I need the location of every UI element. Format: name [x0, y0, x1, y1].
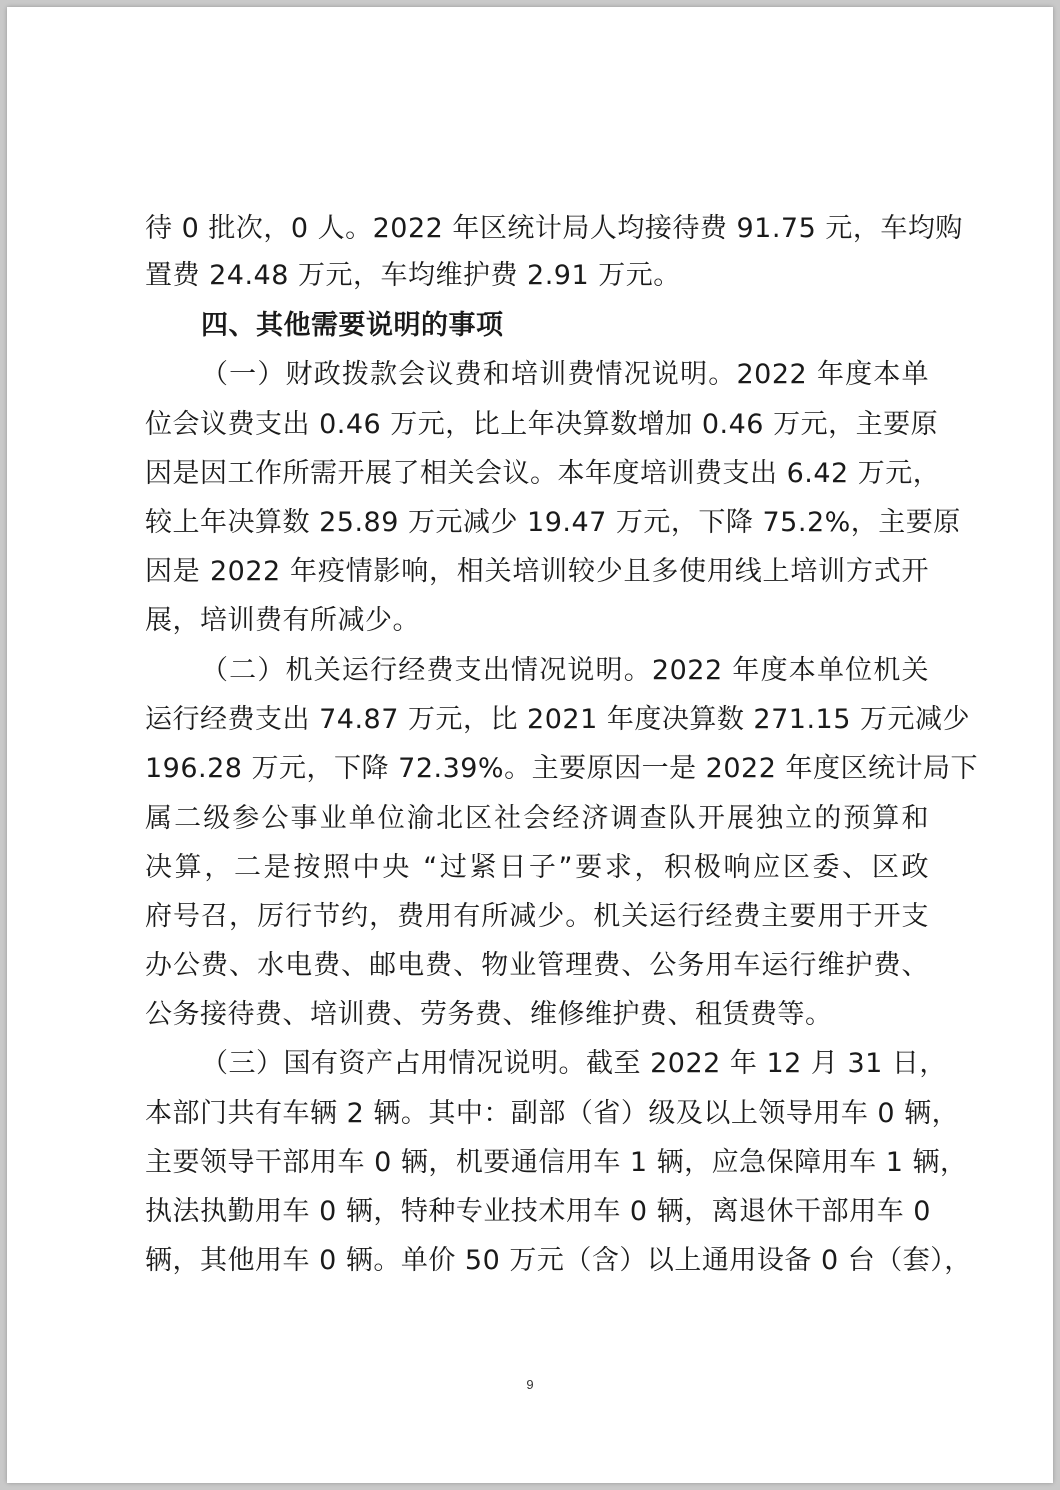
- text-line-16: 办公费、水电费、邮电费、物业管理费、公务用车运行维护费、: [145, 950, 929, 981]
- text-line-5: 位会议费支出 0.46 万元，比上年决算数增加 0.46 万元，主要原: [145, 409, 939, 440]
- text-line-10: （二）机关运行经费支出情况说明。2022 年度本单位机关: [201, 655, 929, 686]
- text-line-15: 府号召，厉行节约，费用有所减少。机关运行经费主要用于开支: [145, 901, 929, 932]
- text-line-13: 属二级参公事业单位渝北区社会经济调查队开展独立的预算和: [145, 803, 929, 834]
- text-line-17: 公务接待费、培训费、劳务费、维修维护费、租赁费等。: [145, 999, 833, 1030]
- text-line-19: 本部门共有车辆 2 辆。其中：副部（省）级及以上领导用车 0 辆，: [145, 1098, 960, 1129]
- text-line-1: 待 0 批次，0 人。2022 年区统计局人均接待费 91.75 元，车均购: [145, 213, 963, 244]
- text-line-6: 因是因工作所需开展了相关会议。本年度培训费支出 6.42 万元，: [145, 458, 941, 489]
- text-line-14: 决算，二是按照中央 “过紧日子”要求，积极响应区委、区政: [145, 852, 929, 883]
- text-line-11: 运行经费支出 74.87 万元，比 2021 年度决算数 271.15 万元减少: [145, 704, 970, 735]
- text-line-20: 主要领导干部用车 0 辆，机要通信用车 1 辆，应急保障用车 1 辆，: [145, 1147, 968, 1178]
- document-page: [7, 7, 1053, 1483]
- text-line-2: 置费 24.48 万元，车均维护费 2.91 万元。: [145, 260, 681, 291]
- text-line-7: 较上年决算数 25.89 万元减少 19.47 万元，下降 75.2%，主要原: [145, 507, 961, 538]
- text-line-4: （一）财政拨款会议费和培训费情况说明。2022 年度本单: [201, 359, 929, 390]
- text-line-12: 196.28 万元，下降 72.39%。主要原因一是 2022 年度区统计局下: [145, 753, 978, 784]
- text-line-8: 因是 2022 年疫情影响，相关培训较少且多使用线上培训方式开: [145, 556, 929, 587]
- text-line-22: 辆，其他用车 0 辆。单价 50 万元（含）以上通用设备 0 台（套），: [145, 1245, 972, 1276]
- section-heading: 四、其他需要说明的事项: [201, 310, 504, 341]
- text-line-9: 展，培训费有所减少。: [145, 605, 420, 636]
- text-line-21: 执法执勤用车 0 辆，特种专业技术用车 0 辆，离退休干部用车 0: [145, 1196, 931, 1227]
- text-line-18: （三）国有资产占用情况说明。截至 2022 年 12 月 31 日，: [201, 1048, 947, 1079]
- page-number: 9: [526, 1377, 534, 1392]
